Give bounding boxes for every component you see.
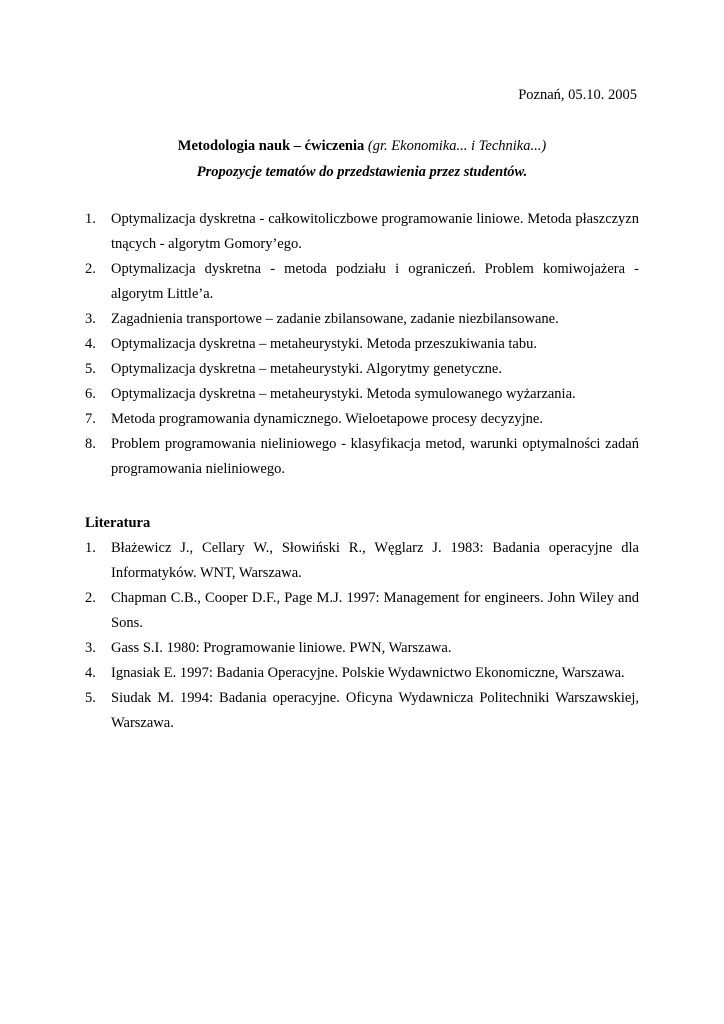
topic-item <box>85 432 639 482</box>
reference-text: Siudak M. 1994: Badania operacyjne. Oficyna Wydawnicza Politechniki Warszawskiej, Warszawa. <box>111 690 639 731</box>
literature-heading: Literatura <box>85 515 151 531</box>
topic-number: 3. <box>85 311 96 327</box>
reference-text: Ignasiak E. 1997: Badania Operacyjne. Polskie Wydawnictwo Ekonomiczne, Warszawa. <box>111 665 625 681</box>
topic-number: 1. <box>85 211 96 227</box>
reference-number: 2. <box>85 590 96 606</box>
topic-number: 5. <box>85 361 96 377</box>
topic-text: Optymalizacja dyskretna – metaheurystyki. Metoda symulowanego wyżarzania. <box>111 386 576 402</box>
topic-item <box>85 257 639 307</box>
topic-text: Problem programowania nieliniowego - klasyfikacja metod, warunki optymalności zadań programowania nieliniowego. <box>111 436 639 477</box>
reference-item <box>85 586 639 636</box>
topic-text: Optymalizacja dyskretna – metaheurystyki. Algorytmy genetyczne. <box>111 361 502 377</box>
reference-item <box>85 686 639 736</box>
title-main: Metodologia nauk – ćwiczenia <box>177 138 365 154</box>
topic-number: 7. <box>85 411 96 427</box>
topic-number: 8. <box>85 436 96 452</box>
reference-number: 4. <box>85 665 96 681</box>
topic-item <box>85 407 639 432</box>
reference-item <box>85 636 639 661</box>
topic-text: Optymalizacja dyskretna – metaheurystyki. Metoda przeszukiwania tabu. <box>111 336 537 352</box>
topic-item <box>85 207 639 257</box>
document-subtitle: Propozycje tematów do przedstawienia przez studentów. <box>196 164 528 180</box>
topic-item <box>85 307 639 332</box>
reference-number: 1. <box>85 540 96 556</box>
topic-number: 2. <box>85 261 96 277</box>
topic-number: 4. <box>85 336 96 352</box>
topic-item <box>85 357 639 382</box>
topic-text: Metoda programowania dynamicznego. Wieloetapowe procesy decyzyjne. <box>111 411 543 427</box>
reference-text: Chapman C.B., Cooper D.F., Page M.J. 1997: Management for engineers. John Wiley and Sons. <box>111 590 639 631</box>
reference-number: 3. <box>85 640 96 656</box>
document-date: Poznań, 05.10. 2005 <box>518 87 637 103</box>
topics-list <box>85 207 639 482</box>
document-title <box>0 136 724 156</box>
reference-text: Błażewicz J., Cellary W., Słowiński R., Węglarz J. 1983: Badania operacyjne dla Informatyków. WNT, Warszawa. <box>111 540 639 581</box>
topic-item <box>85 382 639 407</box>
topic-text: Optymalizacja dyskretna - metoda podziału i ograniczeń. Problem komiwojażera - algorytm Little’a. <box>111 261 639 302</box>
literature-list <box>85 536 639 736</box>
reference-number: 5. <box>85 690 96 706</box>
topic-item <box>85 332 639 357</box>
topic-text: Zagadnienia transportowe – zadanie zbilansowane, zadanie niezbilansowane. <box>111 311 559 327</box>
topic-number: 6. <box>85 386 96 402</box>
reference-text: Gass S.I. 1980: Programowanie liniowe. PWN, Warszawa. <box>111 640 452 656</box>
topic-text: Optymalizacja dyskretna - całkowitoliczbowe programowanie liniowe. Metoda płaszczyzn tnących - algorytm Gomory’ego. <box>111 211 639 252</box>
reference-item <box>85 661 639 686</box>
reference-item <box>85 536 639 586</box>
title-groups: (gr. Ekonomika... i Technika...) <box>367 138 547 154</box>
